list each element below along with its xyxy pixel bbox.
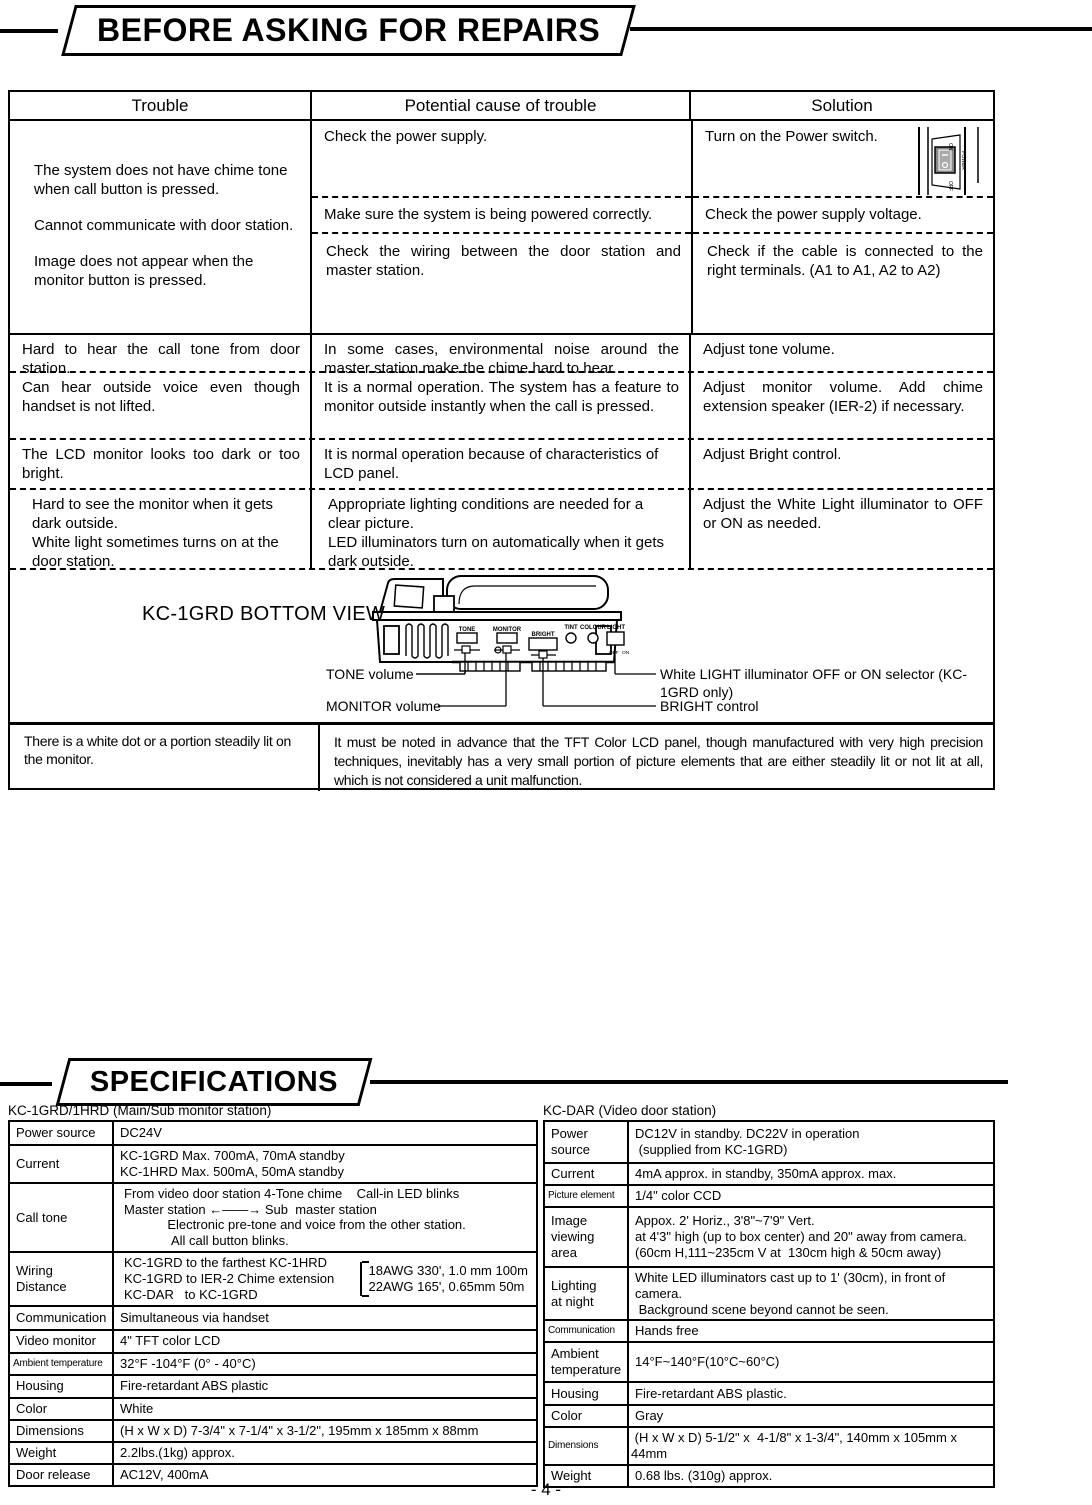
table-row — [10, 373, 993, 440]
trouble-line: Hard to see the monitor when it gets dark outside. — [32, 496, 273, 533]
spec-value-line: KC-1GRD Max. 700mA, 70mA standby — [120, 1148, 345, 1163]
cause-item: Check the power supply. — [312, 121, 691, 198]
spec-label-line: at night — [551, 1293, 594, 1309]
solution-item: Turn on the Power switch. — [705, 128, 878, 145]
diagram-title: KC-1GRD BOTTOM VIEW — [142, 603, 386, 625]
spec-value: White — [113, 1398, 537, 1420]
spec-value-line: (supplied from KC-1GRD) — [635, 1142, 788, 1157]
spec-value-line: KC-DAR to KC-1GRD — [124, 1286, 258, 1302]
specs-banner-box — [56, 1058, 373, 1106]
spec-value-line: at 4'3" high (up to box center) and 20" away from camera. — [635, 1228, 967, 1244]
spec-value-line: Appox. 2' Horiz., 3'8"~7'9" Vert. — [635, 1213, 815, 1229]
cause-cell: In some cases, environmental noise around the master station make the chime hard to hear. — [312, 335, 691, 371]
spec-label-line: Image — [551, 1213, 588, 1229]
spec-label: Power source — [9, 1121, 113, 1145]
light-off-label: OFF — [609, 651, 619, 656]
spec-label: Video monitor — [9, 1330, 113, 1353]
spec-label-line: temperature — [551, 1362, 622, 1378]
cause-cell: It is normal operation because of characteristics of LCD panel. — [312, 440, 691, 488]
switch-on-label: ON — [947, 143, 953, 151]
spec-label: Dimensions — [9, 1420, 113, 1442]
trouble-line: White light sometimes turns on at the door station. — [32, 534, 279, 571]
header-cause: Potential cause of trouble — [312, 92, 691, 119]
spec-label: Weight — [544, 1465, 628, 1487]
header-solution: Solution — [811, 95, 873, 115]
spec-value-line: KC-1GRD to IER-2 Chime extension — [124, 1271, 335, 1287]
tint-label: TINT — [564, 625, 578, 631]
spec-label — [544, 1267, 628, 1321]
cause-cell — [312, 121, 693, 333]
banner-left-rule — [0, 29, 58, 33]
spec-value — [628, 1207, 994, 1267]
spec-label-line: area — [551, 1244, 578, 1260]
header-trouble: Trouble — [10, 92, 312, 119]
spec-label: Current — [544, 1163, 628, 1185]
spec-value: DC24V — [113, 1121, 537, 1145]
trouble-table-header — [10, 92, 993, 121]
spec-value: 32°F -104°F (0° - 40°C) — [113, 1353, 537, 1375]
spec-value: Simultaneous via handset — [113, 1306, 537, 1330]
spec-value: AC12V, 400mA — [113, 1464, 537, 1486]
table-row — [10, 333, 993, 378]
spec-value-line: From video door station 4-Tone chime Call-in LED blinks — [124, 1185, 460, 1201]
spec-value: 4mA approx. in standby, 350mA approx. max. — [628, 1163, 994, 1185]
repairs-banner — [0, 0, 1092, 60]
callout-white-light: White LIGHT illuminator OFF or ON selector (KC-1GRD only) — [660, 666, 968, 700]
solution-cell — [693, 121, 993, 333]
spec-table-kcdar — [543, 1120, 995, 1488]
spec-value — [113, 1145, 537, 1183]
spec-label-line: Power — [551, 1126, 588, 1142]
trouble-line: Image does not appear when the monitor button is pressed. — [34, 253, 254, 290]
solution-cell: Adjust the White Light illuminator to OFF or ON as needed. — [703, 496, 983, 533]
solution-item: Check if the cable is connected to the right terminals. (A1 to A1, A2 to A2) — [707, 243, 983, 280]
spec-label-line: Ambient — [551, 1346, 599, 1362]
solution-cell: Adjust tone volume. — [703, 341, 835, 358]
power-switch-icon — [915, 125, 981, 197]
spec-value: (H x W x D) 7-3/4" x 7-1/4" x 3-1/2", 195mm x 185mm x 88mm — [113, 1420, 537, 1442]
spec-value-line: Master station ←――→ Sub master station — [124, 1201, 377, 1217]
spec-label: Door release — [9, 1464, 113, 1486]
spec-label: Ambient temperature — [9, 1353, 113, 1375]
spec-label — [544, 1342, 628, 1382]
spec-value-line: White LED illuminators cast up to 1' (30cm), in front of camera. — [635, 1269, 949, 1301]
specs-banner — [0, 1050, 1092, 1110]
spec-label-line: Distance — [16, 1278, 67, 1294]
banner-left-rule — [0, 1082, 52, 1086]
spec-table-kc1grd — [8, 1120, 538, 1487]
spec-label — [9, 1252, 113, 1306]
trouble-line: The system does not have chime tone when call button is pressed. — [34, 162, 288, 199]
trouble-cell — [10, 121, 312, 333]
spec-value-line: All call button blinks. — [124, 1233, 289, 1249]
spec-value — [113, 1252, 537, 1306]
spec-value: 2.2lbs.(1kg) approx. — [113, 1442, 537, 1464]
spec-label-line: source — [551, 1142, 591, 1157]
table-row — [10, 725, 993, 791]
trouble-cell: There is a white dot or a portion steadily lit on the monitor. — [10, 725, 320, 791]
solution-item: Check the power supply voltage. — [693, 198, 993, 234]
trouble-cell — [10, 490, 312, 571]
spec-value: 4" TFT color LCD — [113, 1330, 537, 1353]
spec-value-line: 22AWG 165', 0.65mm 50m — [368, 1278, 525, 1294]
spec-label: Color — [544, 1405, 628, 1427]
spec-label: Dimensions — [544, 1427, 628, 1465]
spec-label: Call tone — [9, 1183, 113, 1252]
spec-label-line: viewing — [551, 1228, 595, 1244]
spec-value-line: Background scene beyond cannot be seen. — [635, 1301, 889, 1317]
table-row — [10, 490, 993, 570]
callout-tone-volume: TONE volume — [326, 666, 414, 682]
spec-label: Communication — [544, 1320, 628, 1342]
cause-item: Make sure the system is being powered correctly. — [312, 198, 691, 234]
spec-right-caption: KC-DAR (Video door station) — [543, 1103, 717, 1118]
spec-label: Current — [9, 1145, 113, 1183]
spec-label-line: Wiring — [16, 1263, 53, 1279]
bottom-view-diagram — [10, 570, 993, 725]
spec-value-line: KC-1HRD Max. 500mA, 50mA standby — [120, 1163, 344, 1179]
solution-cell: Adjust monitor volume. Add chime extension speaker (IER-2) if necessary. — [703, 379, 983, 416]
cause-cell: It is a normal operation. The system has a feature to monitor outside instantly when the call is pressed. — [312, 373, 691, 438]
cause-cell — [312, 490, 691, 571]
spec-value — [628, 1267, 994, 1321]
light-on-label: ON — [622, 651, 630, 656]
spec-label: Housing — [9, 1375, 113, 1398]
trouble-cell: Hard to hear the call tone from door station. — [10, 335, 312, 371]
spec-value-line: DC12V in standby. DC22V in operation — [635, 1126, 860, 1142]
spec-label-line: Lighting — [551, 1277, 597, 1293]
spec-value — [628, 1121, 994, 1163]
bright-label: BRIGHT — [531, 632, 555, 638]
callout-monitor-volume: MONITOR volume — [326, 698, 441, 714]
spec-value: Gray — [628, 1405, 994, 1427]
table-row — [10, 440, 993, 490]
spec-left-caption: KC-1GRD/1HRD (Main/Sub monitor station) — [8, 1103, 272, 1118]
repairs-banner-box — [61, 5, 636, 56]
spec-value-line: 18AWG 330', 1.0 mm 100m — [368, 1263, 528, 1279]
spec-value-line: Electronic pre-tone and voice from the other station. — [124, 1217, 466, 1233]
spec-value: 14°F~140°F(10°C~60°C) — [628, 1342, 994, 1382]
spec-label: Housing — [544, 1382, 628, 1405]
spec-value-line: (60cm H,111~235cm V at 130cm high & 50cm away) — [635, 1244, 942, 1260]
monitor-label: MONITOR — [492, 627, 522, 633]
spec-value: 1/4" color CCD — [628, 1185, 994, 1207]
switch-off-label: OFF — [947, 181, 953, 191]
table-row — [10, 121, 993, 333]
light-label: LIGHT — [607, 625, 625, 631]
spec-label — [544, 1121, 628, 1163]
repairs-title: BEFORE ASKING FOR REPAIRS — [96, 12, 601, 48]
banner-right-rule — [630, 27, 1092, 31]
solution-cell: Adjust Bright control. — [703, 446, 842, 463]
trouble-cell: The LCD monitor looks too dark or too bright. — [10, 440, 312, 488]
cause-line: Appropriate lighting conditions are needed for a clear picture. — [328, 496, 644, 533]
banner-right-rule — [370, 1080, 1008, 1084]
spec-value: Fire-retardant ABS plastic. — [628, 1382, 994, 1405]
tone-label: TONE — [458, 627, 476, 633]
trouble-table — [8, 90, 995, 790]
page-number: - 4 - — [530, 1480, 562, 1499]
trouble-cell: Can hear outside voice even though handset is not lifted. — [10, 373, 312, 438]
cause-item: Check the wiring between the door station and master station. — [326, 243, 681, 280]
callout-bright-control: BRIGHT control — [660, 698, 759, 714]
colour-label: COLOUR — [580, 625, 606, 631]
spec-label: Communication — [9, 1306, 113, 1330]
spec-label — [544, 1207, 628, 1267]
trouble-line: Cannot communicate with door station. — [34, 217, 294, 235]
note-cell: It must be noted in advance that the TFT Color LCD panel, though manufactured with very high precision techniques, inevitably has a very small portion of picture elements that are either steadily lit or not lit at all, which is not considered a unit malfunction. — [334, 734, 983, 788]
switch-power-label: POWER — [960, 151, 966, 170]
spec-value: Fire-retardant ABS plastic — [113, 1375, 537, 1398]
spec-value: Hands free — [628, 1320, 994, 1342]
spec-value: 0.68 lbs. (310g) approx. — [628, 1465, 994, 1487]
spec-value — [113, 1183, 537, 1252]
spec-value: (H x W x D) 5-1/2" x 4-1/8" x 1-3/4", 140mm x 105mm x 44mm — [628, 1427, 994, 1465]
wiring-bracket — [360, 1262, 530, 1296]
spec-label: Color — [9, 1398, 113, 1420]
spec-value-line: KC-1GRD to the farthest KC-1HRD — [124, 1255, 328, 1271]
specs-title: SPECIFICATIONS — [89, 1065, 339, 1098]
spec-label: Picture element — [544, 1185, 628, 1207]
spec-label: Weight — [9, 1442, 113, 1464]
cause-line: LED illuminators turn on automatically when it gets dark outside. — [328, 534, 664, 571]
